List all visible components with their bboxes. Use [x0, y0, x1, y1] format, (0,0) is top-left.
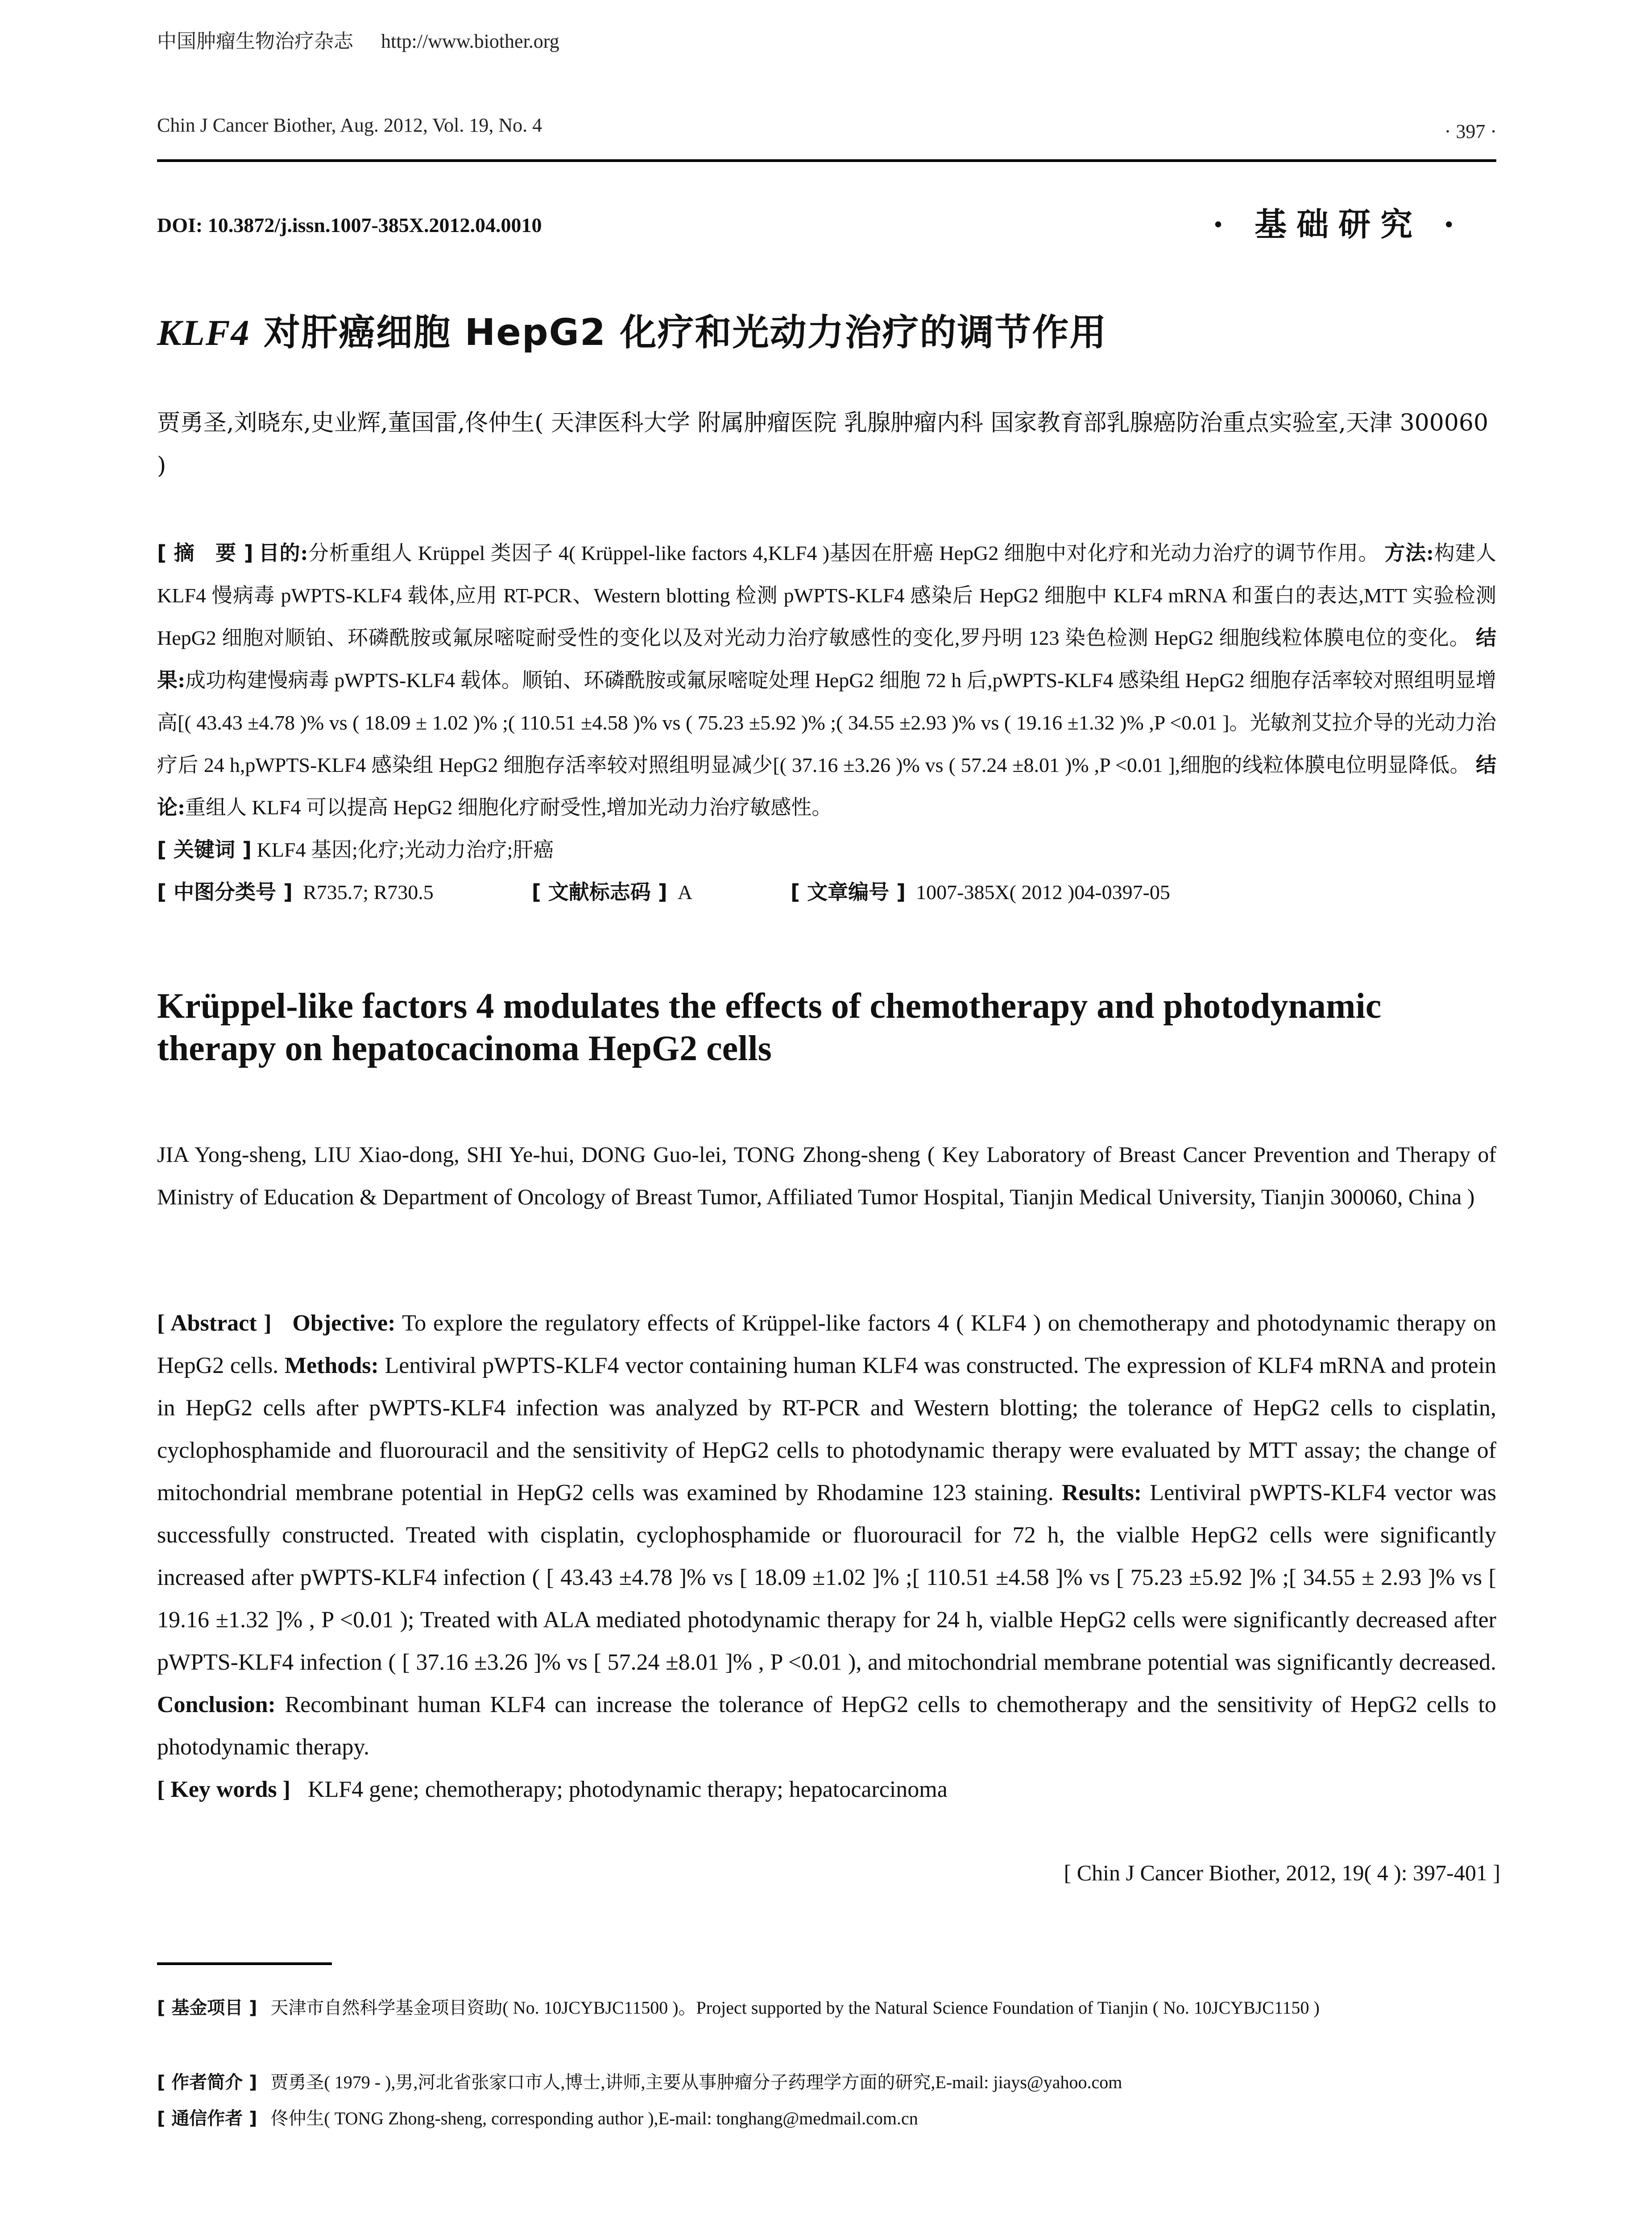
running-header	[157, 28, 559, 55]
abstract-cn-label: [ 摘 要 ]	[157, 541, 253, 565]
results-cn-label: 结果:	[157, 626, 1497, 692]
keywords-en: KLF4 gene; chemotherapy; photodynamic therapy; hepatocarcinoma	[307, 1777, 948, 1802]
page-number: · 397 ·	[1444, 120, 1497, 142]
title-gene: KLF4	[157, 312, 250, 353]
objective-cn-label: 目的:	[258, 541, 308, 565]
journal-url[interactable]: http://www.biother.org	[381, 30, 559, 52]
header-rule	[157, 159, 1496, 162]
keywords-cn-label: [ 关键词 ]	[157, 838, 252, 862]
title-cn-rest: 对肝癌细胞 HepG2 化疗和光动力治疗的调节作用	[264, 311, 1107, 354]
column-label: · 基础研究 ·	[1213, 205, 1465, 243]
methods-cn-label: 方法:	[1384, 541, 1434, 565]
abstract-cn	[157, 532, 1496, 913]
clc-value: R735.7; R730.5	[303, 881, 434, 904]
methods-en-label: Methods:	[284, 1353, 379, 1378]
abstract-en	[157, 1302, 1496, 1811]
conclusion-cn-label: 结论:	[157, 753, 1496, 819]
citation: [ Chin J Cancer Biother, 2012, 19( 4 ): 397-401 ]	[1064, 1860, 1500, 1885]
journal-citation-header: Chin J Cancer Biother, Aug. 2012, Vol. 19, No. 4	[157, 114, 542, 136]
doc-code-label: [ 文献标志码 ]	[531, 880, 667, 904]
title-en: Krüppel-like factors 4 modulates the effects of chemotherapy and photodynamic therapy on hepatocacinoma HepG2 cells	[157, 987, 1382, 1068]
conclusion-en: Recombinant human KLF4 can increase the tolerance of HepG2 cells to chemotherapy and the sensitivity of HepG2 cells to photodynamic therapy.	[157, 1692, 1496, 1760]
doi[interactable]: DOI: 10.3872/j.issn.1007-385X.2012.04.0010	[157, 214, 542, 236]
keywords-cn: KLF4 基因;化疗;光动力治疗;肝癌	[257, 838, 554, 861]
article-no-value: 1007-385X( 2012 )04-0397-05	[916, 881, 1170, 904]
doc-code-value: A	[677, 881, 693, 904]
title-cn	[157, 303, 1107, 356]
corresponding-text: 佟仲生( TONG Zhong-sheng, corresponding author ),E-mail: tonghang@medmail.com.cn	[270, 2108, 918, 2128]
footnote-corresponding	[157, 2104, 1496, 2133]
results-en: Lentiviral pWPTS-KLF4 vector was successfully constructed. Treated with cisplatin, cyclophosphamide or fluorouracil for 72 h, the vialble HepG2 cells were significantly increased after pWPTS-KLF4 infection ( [ 43.43 ±4.78 ]% vs [ 18.09 ±1.02 ]% ;[ 110.51 ±4.58 ]% vs [ 75.23 ±5.92 ]% ;[ 34.55 ± 2.93 ]% vs [ 19.16 ±1.32 ]% , P <0.01 ); Treated with ALA mediated photodynamic therapy for 24 h, vialble HepG2 cells were significantly decreased after pWPTS-KLF4 infection ( [ 37.16 ±3.26 ]% vs [ 57.24 ±8.01 ]% , P <0.01 ), and mitochondrial membrane potential was significantly decreased.	[157, 1480, 1497, 1675]
keywords-en-label: [ Key words ]	[157, 1777, 290, 1802]
journal-name-cn: 中国肿瘤生物治疗杂志	[157, 30, 353, 53]
objective-en: To explore the regulatory effects of Krüppel-like factors 4 ( KLF4 ) on chemotherapy and photodynamic therapy on HepG2 cells.	[157, 1310, 1496, 1378]
abstract-en-label: [ Abstract ]	[157, 1310, 272, 1336]
footnote-author	[157, 2068, 1496, 2097]
objective-en-label: Objective:	[292, 1310, 396, 1336]
methods-en: Lentiviral pWPTS-KLF4 vector containing human KLF4 was constructed. The expression of KLF4 mRNA and protein in HepG2 cells after pWPTS-KLF4 infection was analyzed by RT-PCR and Western blotting; the tolerance of HepG2 cells to cisplatin, cyclophosphamide and fluorouracil and the sensitivity of HepG2 cells to photodynamic therapy were evaluated by MTT assay; the change of mitochondrial membrane potential in HepG2 cells was examined by Rhodamine 123 staining.	[157, 1353, 1497, 1505]
results-cn: 成功构建慢病毒 pWPTS-KLF4 载体。顺铂、环磷酰胺或氟尿嘧啶处理 HepG2 细胞 72 h 后,pWPTS-KLF4 感染组 HepG2 细胞存活率较对照组明显增高[( 43.43 ±4.78 )% vs ( 18.09 ± 1.02 )% ;( 110.51 ±4.58 )% vs ( 75.23 ±5.92 )% ;( 34.55 ±2.93 )% vs ( 19.16 ±1.32 )% ,P <0.01 ]。光敏剂艾拉介导的光动力治疗后 24 h,pWPTS-KLF4 感染组 HepG2 细胞存活率较对照组明显减少[( 37.16 ±3.26 )% vs ( 57.24 ±8.01 )% ,P <0.01 ],细胞的线粒体膜电位明显降低。	[157, 669, 1497, 776]
author-bio-label: [ 作者简介 ]	[157, 2072, 257, 2093]
article-no-label: [ 文章编号 ]	[791, 880, 906, 904]
conclusion-cn: 重组人 KLF4 可以提高 HepG2 细胞化疗耐受性,增加光动力治疗敏感性。	[185, 796, 832, 819]
footnote-fund	[157, 1994, 1496, 2022]
authors-cn: 贾勇圣,刘晓东,史业辉,董国雷,佟仲生( 天津医科大学 附属肿瘤医院 乳腺肿瘤内科 国家教育部乳腺癌防治重点实验室,天津 300060 )	[157, 410, 1489, 479]
clc-label: [ 中图分类号 ]	[157, 880, 293, 904]
fund-label: [ 基金项目 ]	[157, 1998, 257, 2018]
classification-row	[157, 871, 1268, 913]
results-en-label: Results:	[1062, 1480, 1142, 1505]
fund-text: 天津市自然科学基金项目资助( No. 10JCYBJC11500 )。Project supported by the Natural Science Foundation of Tianjin ( No. 10JCYBJC1150 )	[270, 1998, 1320, 2018]
footnote-rule	[157, 1962, 332, 1965]
author-bio-text: 贾勇圣( 1979 - ),男,河北省张家口市人,博士,讲师,主要从事肿瘤分子药理学方面的研究,E-mail: jiays@yahoo.com	[270, 2072, 1122, 2092]
corresponding-label: [ 通信作者 ]	[157, 2108, 257, 2129]
conclusion-en-label: Conclusion:	[157, 1692, 276, 1717]
methods-cn: 构建人 KLF4 慢病毒 pWPTS-KLF4 载体,应用 RT-PCR、Western blotting 检测 pWPTS-KLF4 感染后 HepG2 细胞中 KLF4 mRNA 和蛋白的表达,MTT 实验检测 HepG2 细胞对顺铂、环磷酰胺或氟尿嘧啶耐受性的变化以及对光动力治疗敏感性的变化,罗丹明 123 染色检测 HepG2 细胞线粒体膜电位的变化。	[157, 542, 1497, 649]
authors-en: JIA Yong-sheng, LIU Xiao-dong, SHI Ye-hui, DONG Guo-lei, TONG Zhong-sheng ( Key Laboratory of Breast Cancer Prevention and Therapy of Ministry of Education & Department of Oncology of Breast Tumor, Affiliated Tumor Hospital, Tianjin Medical University, Tianjin 300060, China )	[157, 1142, 1496, 1209]
objective-cn: 分析重组人 Krüppel 类因子 4( Krüppel-like factors 4,KLF4 )基因在肝癌 HepG2 细胞中对化疗和光动力治疗的调节作用。	[308, 542, 1379, 564]
